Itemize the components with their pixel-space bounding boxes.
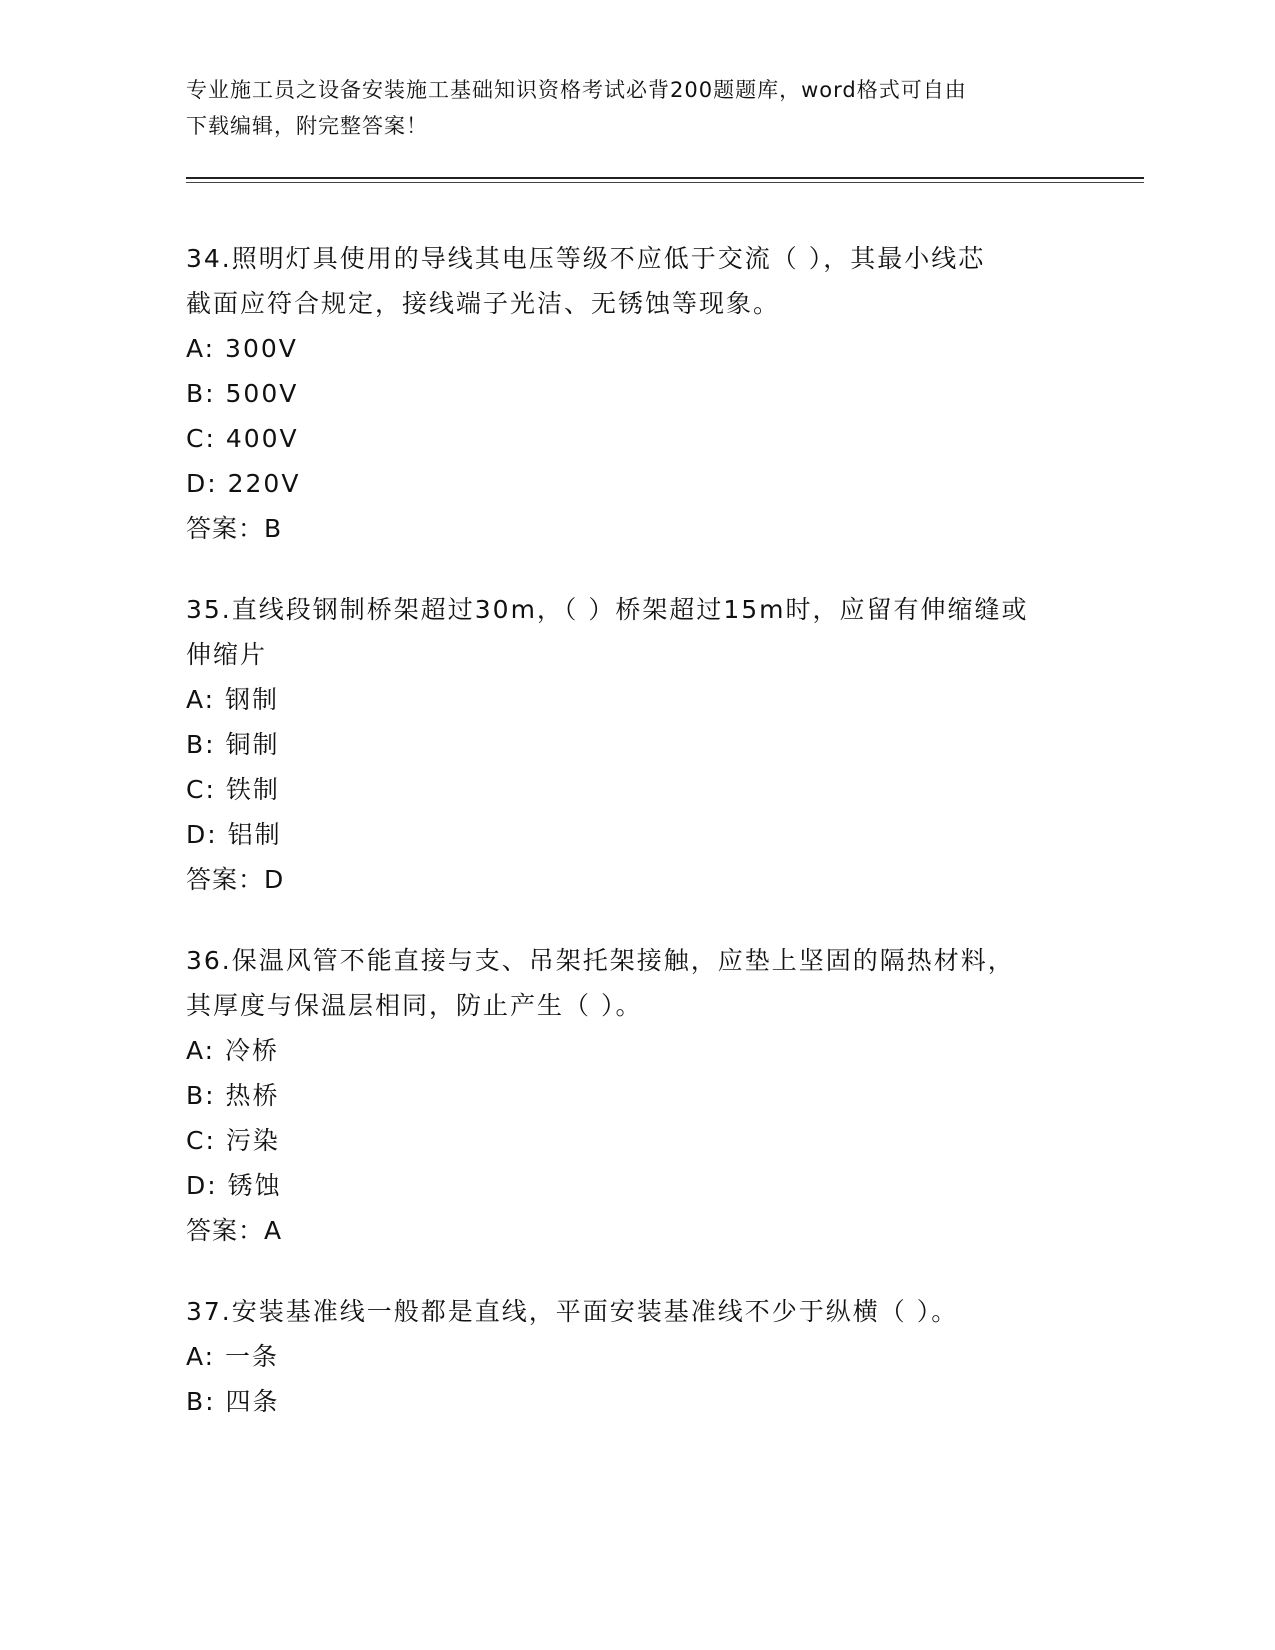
document-header (186, 72, 1066, 144)
answer-line: 答案：D (186, 865, 285, 894)
option-c: C: 400V (186, 424, 299, 453)
option-d: D: 锈蚀 (186, 1171, 282, 1200)
option-b: B: 铜制 (186, 730, 280, 759)
option-c: C: 污染 (186, 1126, 280, 1155)
answer-line: 答案：A (186, 1216, 283, 1245)
header-divider-thin (186, 182, 1144, 183)
option-a: A: 钢制 (186, 685, 280, 714)
question-stem-line-1: 37.安装基准线一般都是直线，平面安装基准线不少于纵横（ ）。 (186, 1297, 959, 1326)
header-line-1: 专业施工员之设备安装施工基础知识资格考试必背200题题库，word格式可自由 (186, 78, 967, 102)
question-34 (186, 236, 1086, 551)
question-stem-line-1: 36.保温风管不能直接与支、吊架托架接触，应垫上坚固的隔热材料， (186, 946, 1015, 975)
option-d: D: 铝制 (186, 820, 282, 849)
question-stem-line-2: 伸缩片 (186, 640, 268, 669)
question-stem-line-2: 截面应符合规定，接线端子光洁、无锈蚀等现象。 (186, 289, 781, 318)
question-stem-line-1: 34.照明灯具使用的导线其电压等级不应低于交流（ ），其最小线芯 (186, 244, 986, 273)
question-stem-line-1: 35.直线段钢制桥架超过30m，（ ）桥架超过15m时，应留有伸缩缝或 (186, 595, 1029, 624)
option-b: B: 500V (186, 379, 299, 408)
option-c: C: 铁制 (186, 775, 280, 804)
header-divider-thick (186, 177, 1144, 179)
option-b: B: 四条 (186, 1387, 280, 1416)
question-36 (186, 938, 1086, 1253)
header-line-2: 下载编辑，附完整答案！ (186, 114, 428, 138)
option-a: A: 冷桥 (186, 1036, 280, 1065)
question-35 (186, 587, 1086, 902)
option-a: A: 300V (186, 334, 298, 363)
question-stem-line-2: 其厚度与保温层相同，防止产生（ ）。 (186, 991, 643, 1020)
question-list (186, 236, 1086, 1460)
answer-line: 答案：B (186, 514, 283, 543)
option-b: B: 热桥 (186, 1081, 280, 1110)
question-37 (186, 1289, 1086, 1424)
option-a: A: 一条 (186, 1342, 280, 1371)
option-d: D: 220V (186, 469, 301, 498)
